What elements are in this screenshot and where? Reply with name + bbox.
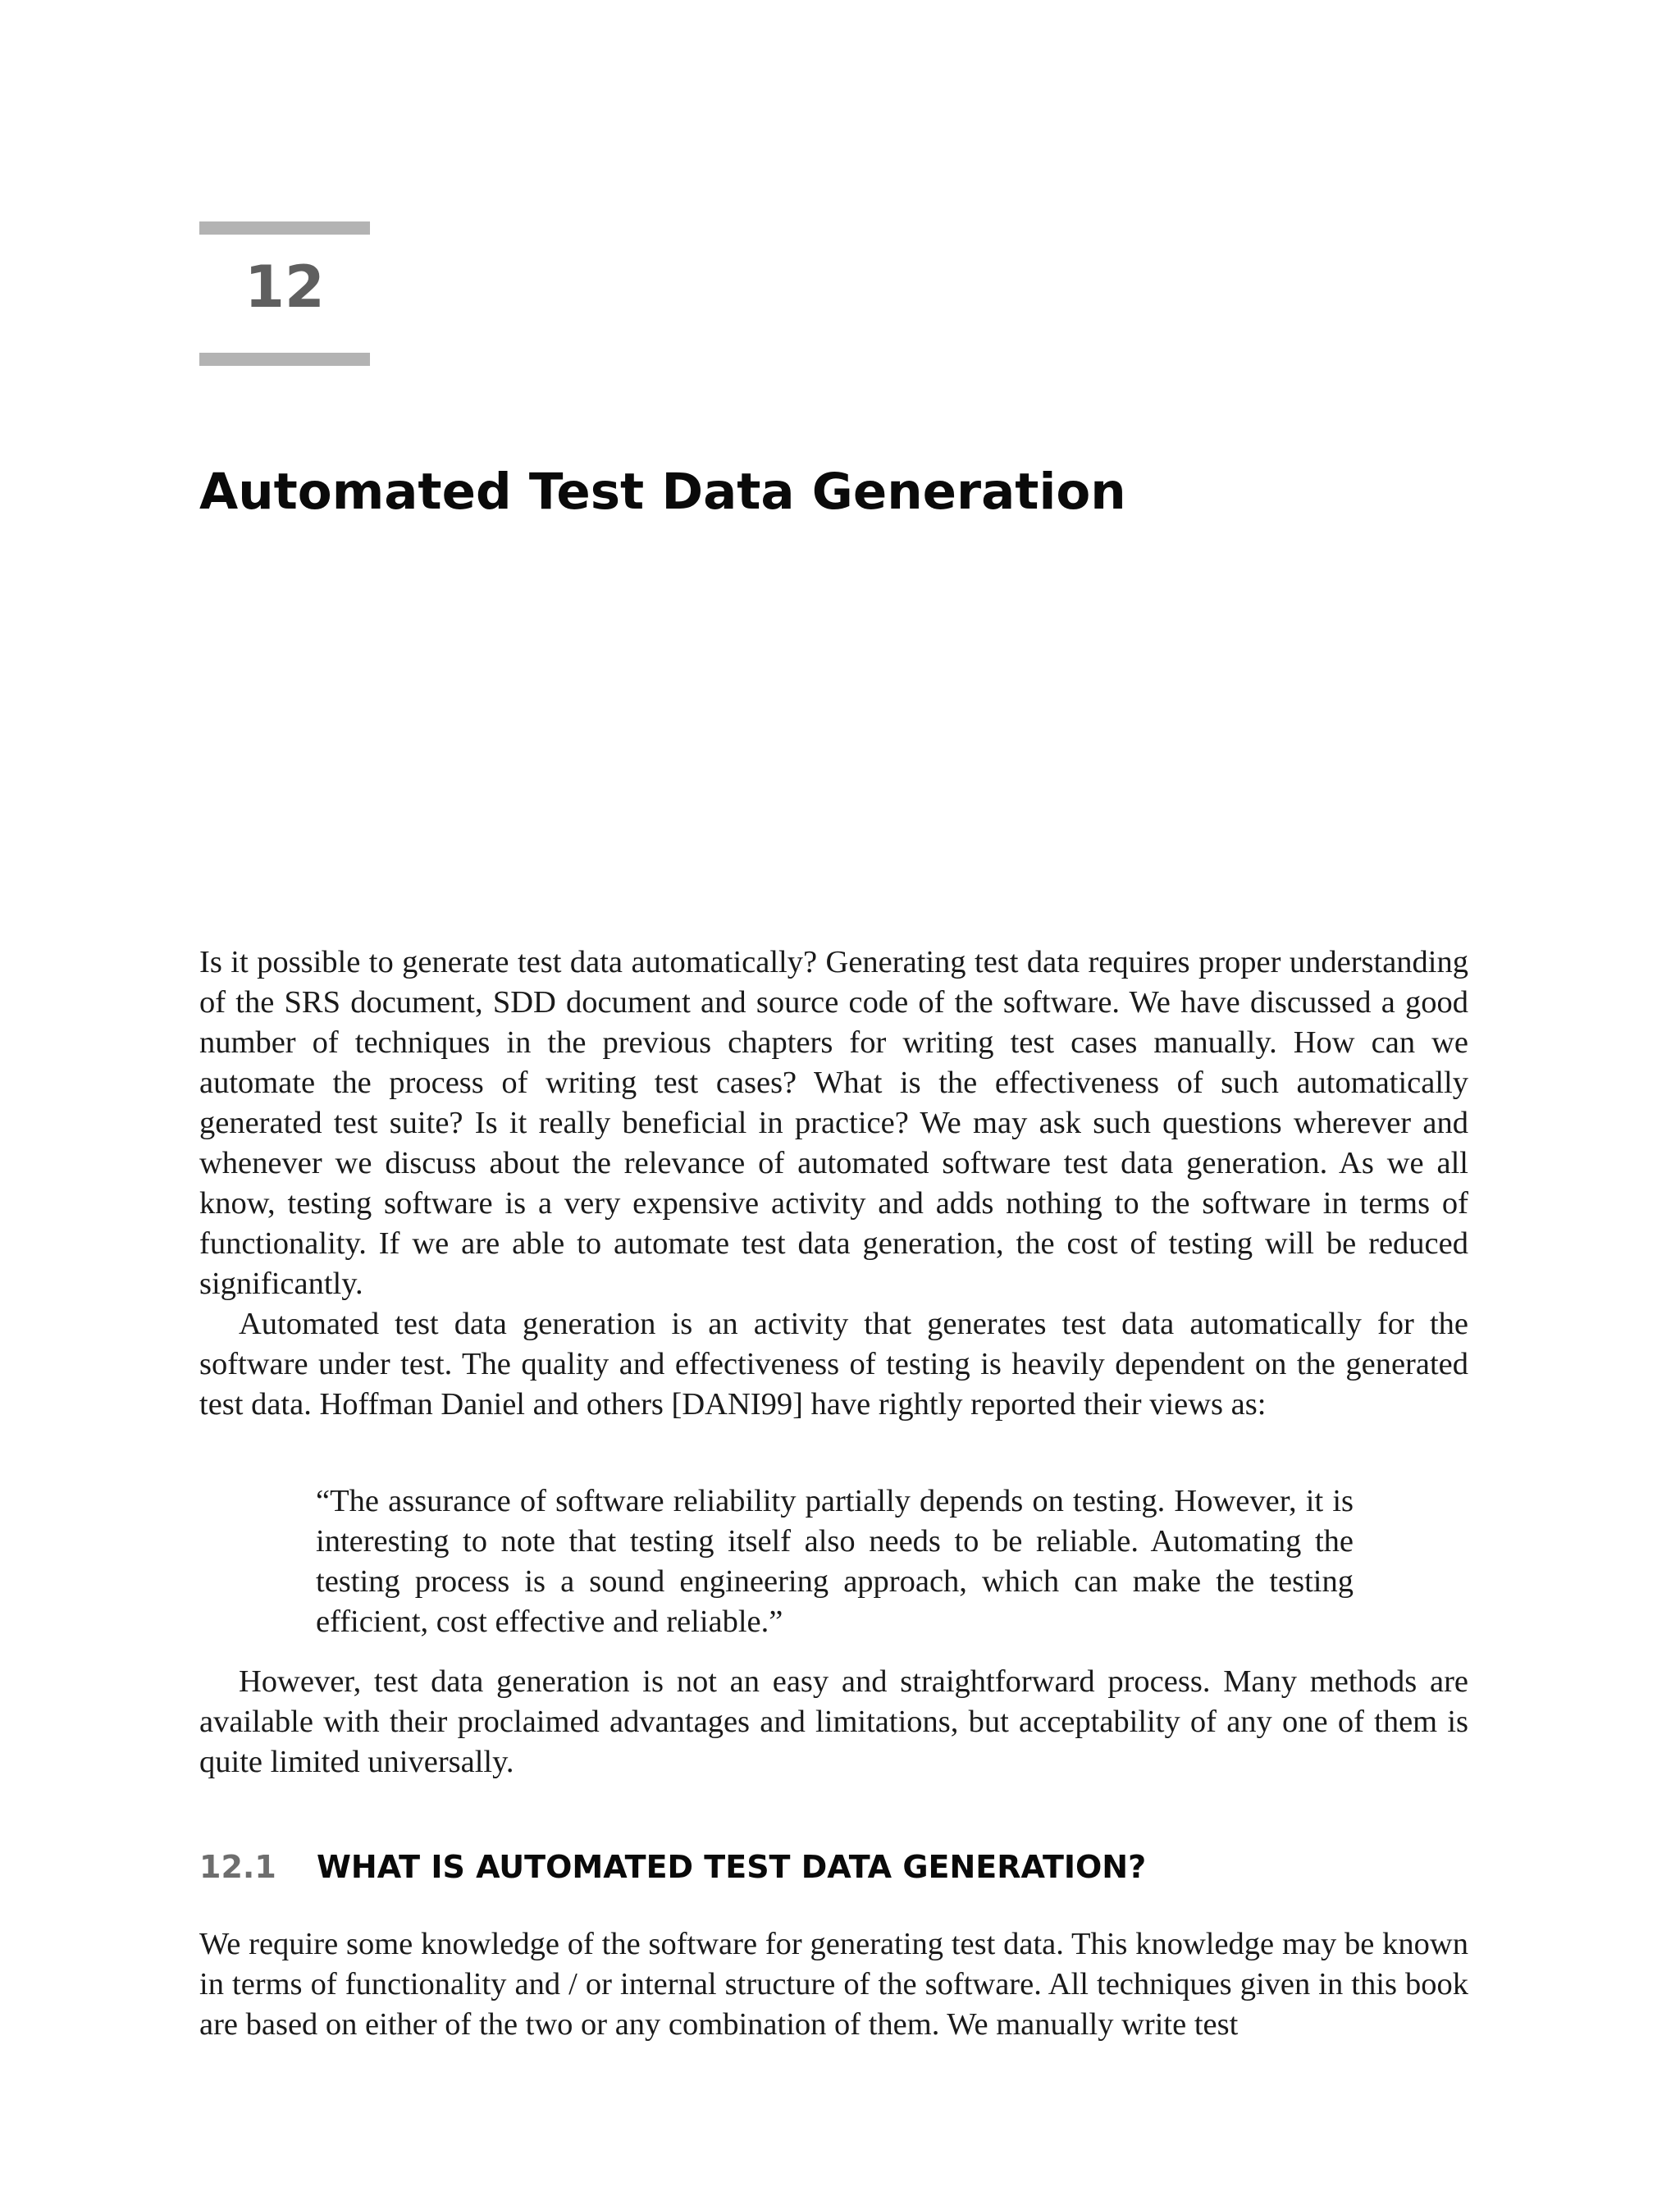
chapter-bottom-rule [199,353,370,366]
section-number: 12.1 [199,1849,276,1885]
chapter-title: Automated Test Data Generation [199,463,1126,521]
second-paragraph: Automated test data generation is an activity that generates test data automatically for the software under test. The quality and effectiveness of testing is heavily dependent on the generated test data. Hoffman Daniel and others [DANI99] have rightly reported their views as: [199,1307,1468,1422]
section-title: WHAT IS AUTOMATED TEST DATA GENERATION? [317,1849,1147,1885]
third-paragraph: However, test data generation is not an easy and straightforward process. Many methods are available with their proclaimed advantages and limitations, but acceptability of any one of them is quite limited universally. [199,1664,1468,1779]
section-heading [199,1842,1146,1892]
intro-paragraph: Is it possible to generate test data automatically? Generating test data requires proper understanding of the SRS document, SDD document and source code of the software. We have discussed a good number of techniques in the previous chapters for writing test cases manually. How can we automate the process of writing test cases? What is the effectiveness of such automatically generated test suite? Is it really beneficial in practice? We may ask such questions wherever and whenever we discuss about the relevance of automated software test data generation. As we all know, testing software is a very expensive activity and adds nothing to the software in terms of functionality. If we are able to automate test data generation, the cost of testing will be reduced significantly. [199,945,1468,1301]
chapter-number: 12 [244,253,325,321]
chapter-badge [199,221,370,367]
chapter-top-rule [199,221,370,235]
block-quote: “The assurance of software reliability partially depends on testing. However, it is interesting to note that testing itself also needs to be reliable. Automating the testing process is a sound engineering approach, which can make the testing efficient, cost effective and reliable.” [316,1484,1354,1639]
section-body-paragraph: We require some knowledge of the software for generating test data. This knowledge may be known in terms of functionality and / or internal structure of the software. All techniques given in this book are based on either of the two or any combination of them. We manually write test [199,1927,1468,2042]
